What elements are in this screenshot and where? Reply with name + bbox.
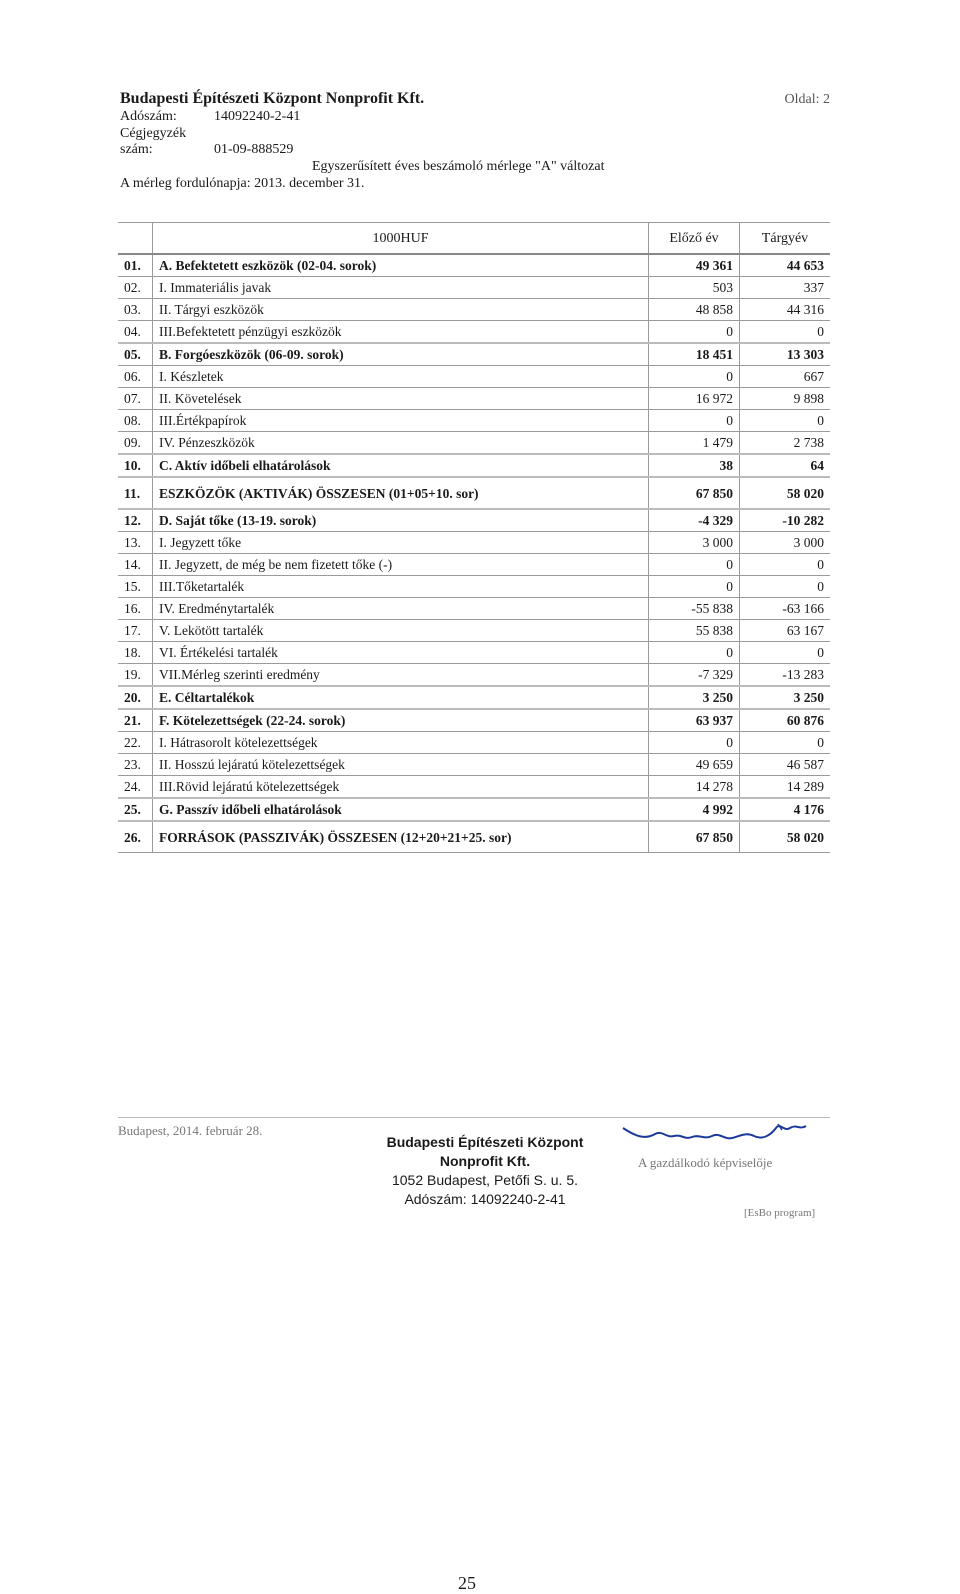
- current-year-value: 14 289: [740, 776, 831, 799]
- table-row: [118, 664, 830, 687]
- previous-year-value: 14 278: [649, 776, 740, 799]
- table-row: [118, 821, 830, 853]
- row-label: I. Készletek: [153, 366, 649, 388]
- row-label: VI. Értékelési tartalék: [153, 642, 649, 664]
- row-number: 13.: [118, 532, 153, 554]
- current-year-value: 9 898: [740, 388, 831, 410]
- table-row: [118, 343, 830, 366]
- current-year-value: 63 167: [740, 620, 831, 642]
- row-number: 17.: [118, 620, 153, 642]
- table-row: [118, 254, 830, 277]
- table-row: [118, 454, 830, 477]
- table-row: [118, 554, 830, 576]
- page-label: Oldal: 2: [784, 92, 830, 107]
- table-row: [118, 642, 830, 664]
- row-number: 19.: [118, 664, 153, 687]
- row-number: 08.: [118, 410, 153, 432]
- current-year-value: 0: [740, 321, 831, 344]
- row-number: 26.: [118, 821, 153, 853]
- row-number: 25.: [118, 798, 153, 821]
- signature-label: A gazdálkodó képviselője: [638, 1155, 773, 1170]
- table-row: [118, 686, 830, 709]
- current-year-value: 60 876: [740, 709, 831, 732]
- row-label: F. Kötelezettségek (22-24. sorok): [153, 709, 649, 732]
- row-number: 05.: [118, 343, 153, 366]
- previous-year-value: 49 659: [649, 754, 740, 776]
- table-row: [118, 620, 830, 642]
- row-label: III.Befektetett pénzügyi eszközök: [153, 321, 649, 344]
- balance-sheet-table: [118, 222, 830, 853]
- row-number: 20.: [118, 686, 153, 709]
- row-number: 04.: [118, 321, 153, 344]
- signature-scribble: [620, 1118, 830, 1158]
- row-label: II. Jegyzett, de még be nem fizetett tőke (-): [153, 554, 649, 576]
- row-label: B. Forgóeszközök (06-09. sorok): [153, 343, 649, 366]
- table-row: [118, 576, 830, 598]
- previous-year-value: 48 858: [649, 299, 740, 321]
- current-year-value: 46 587: [740, 754, 831, 776]
- table-row: [118, 509, 830, 532]
- row-label: I. Jegyzett tőke: [153, 532, 649, 554]
- row-number: 18.: [118, 642, 153, 664]
- row-number: 15.: [118, 576, 153, 598]
- header-number-cell: [118, 223, 153, 255]
- row-number: 06.: [118, 366, 153, 388]
- row-number: 10.: [118, 454, 153, 477]
- company-name: Budapesti Építészeti Központ Nonprofit Kft.: [120, 90, 425, 107]
- registration-number-value: 01-09-888529: [214, 142, 294, 157]
- stamp-line-4: Adószám: 14092240-2-41: [404, 1191, 566, 1207]
- table-row: [118, 709, 830, 732]
- row-label: III.Értékpapírok: [153, 410, 649, 432]
- current-year-value: 13 303: [740, 343, 831, 366]
- current-year-value: 337: [740, 277, 831, 299]
- row-number: 09.: [118, 432, 153, 455]
- document-title: Egyszerűsített éves beszámoló mérlege "A" változat: [312, 159, 605, 174]
- place-date: Budapest, 2014. február 28.: [118, 1123, 263, 1138]
- table-row: [118, 732, 830, 754]
- row-label: V. Lekötött tartalék: [153, 620, 649, 642]
- row-number: 11.: [118, 477, 153, 509]
- table-row: [118, 299, 830, 321]
- previous-year-value: -4 329: [649, 509, 740, 532]
- table-row: [118, 598, 830, 620]
- previous-year-value: -7 329: [649, 664, 740, 687]
- previous-year-value: 49 361: [649, 254, 740, 277]
- previous-year-value: 16 972: [649, 388, 740, 410]
- previous-year-value: 3 000: [649, 532, 740, 554]
- tax-number-label: Adószám:: [120, 109, 177, 124]
- previous-year-value: 4 992: [649, 798, 740, 821]
- row-number: 22.: [118, 732, 153, 754]
- table-row: [118, 277, 830, 299]
- stamp-line-2: Nonprofit Kft.: [439, 1153, 531, 1169]
- previous-year-value: 1 479: [649, 432, 740, 455]
- program-label: [EsBo program]: [744, 1207, 816, 1219]
- previous-year-value: 0: [649, 642, 740, 664]
- current-year-value: 0: [740, 732, 831, 754]
- previous-year-value: 67 850: [649, 821, 740, 853]
- balance-date: A mérleg fordulónapja: 2013. december 31.: [120, 176, 365, 191]
- previous-year-value: 503: [649, 277, 740, 299]
- table-row: [118, 432, 830, 455]
- previous-year-value: 38: [649, 454, 740, 477]
- previous-year-value: 0: [649, 321, 740, 344]
- row-label: I. Immateriális javak: [153, 277, 649, 299]
- table-row: [118, 754, 830, 776]
- row-number: 14.: [118, 554, 153, 576]
- previous-year-value: 0: [649, 732, 740, 754]
- previous-year-value: 0: [649, 554, 740, 576]
- registration-number-label: Cégjegyzék szám:: [120, 126, 187, 157]
- row-label: VII.Mérleg szerinti eredmény: [153, 664, 649, 687]
- row-label: IV. Pénzeszközök: [153, 432, 649, 455]
- table-row: [118, 321, 830, 344]
- row-label: II. Tárgyi eszközök: [153, 299, 649, 321]
- row-label: I. Hátrasorolt kötelezettségek: [153, 732, 649, 754]
- previous-year-value: 18 451: [649, 343, 740, 366]
- tax-number-row: [120, 109, 300, 125]
- current-year-value: 0: [740, 554, 831, 576]
- table-row: [118, 366, 830, 388]
- tax-number-value: 14092240-2-41: [214, 109, 301, 124]
- previous-year-value: 0: [649, 366, 740, 388]
- current-year-value: 0: [740, 410, 831, 432]
- row-label: II. Hosszú lejáratú kötelezettségek: [153, 754, 649, 776]
- page-number: 25: [458, 1573, 476, 1593]
- row-label: IV. Eredménytartalék: [153, 598, 649, 620]
- row-label: G. Passzív időbeli elhatárolások: [153, 798, 649, 821]
- table-row: [118, 477, 830, 509]
- row-number: 12.: [118, 509, 153, 532]
- current-year-value: 3 000: [740, 532, 831, 554]
- row-number: 01.: [118, 254, 153, 277]
- row-number: 02.: [118, 277, 153, 299]
- row-number: 07.: [118, 388, 153, 410]
- previous-year-value: 63 937: [649, 709, 740, 732]
- row-label: II. Követelések: [153, 388, 649, 410]
- current-year-value: 44 316: [740, 299, 831, 321]
- current-year-value: 0: [740, 576, 831, 598]
- row-number: 03.: [118, 299, 153, 321]
- row-label: C. Aktív időbeli elhatárolások: [153, 454, 649, 477]
- stamp-line-1: Budapesti Építészeti Központ: [386, 1134, 584, 1150]
- row-number: 24.: [118, 776, 153, 799]
- table-row: [118, 532, 830, 554]
- current-year-value: 3 250: [740, 686, 831, 709]
- table-row: [118, 776, 830, 799]
- previous-year-value: 0: [649, 576, 740, 598]
- current-year-value: 58 020: [740, 821, 831, 853]
- row-number: 23.: [118, 754, 153, 776]
- current-year-value: 44 653: [740, 254, 831, 277]
- previous-year-value: 67 850: [649, 477, 740, 509]
- table-header-row: [118, 223, 830, 255]
- current-year-value: 2 738: [740, 432, 831, 455]
- row-label: A. Befektetett eszközök (02-04. sorok): [153, 254, 649, 277]
- current-year-value: -10 282: [740, 509, 831, 532]
- table-row: [118, 388, 830, 410]
- current-year-value: 0: [740, 642, 831, 664]
- stamp-line-3: 1052 Budapest, Petőfi S. u. 5.: [391, 1172, 579, 1188]
- row-label: D. Saját tőke (13-19. sorok): [153, 509, 649, 532]
- row-label: FORRÁSOK (PASSZIVÁK) ÖSSZESEN (12+20+21+25. sor): [153, 821, 649, 853]
- company-stamp: [370, 1133, 600, 1209]
- row-label: III.Tőketartalék: [153, 576, 649, 598]
- header-unit: 1000HUF: [153, 223, 649, 255]
- current-year-value: -13 283: [740, 664, 831, 687]
- row-label: E. Céltartalékok: [153, 686, 649, 709]
- table-row: [118, 798, 830, 821]
- row-label: ESZKÖZÖK (AKTIVÁK) ÖSSZESEN (01+05+10. sor): [153, 477, 649, 509]
- current-year-value: -63 166: [740, 598, 831, 620]
- previous-year-value: 55 838: [649, 620, 740, 642]
- current-year-value: 667: [740, 366, 831, 388]
- previous-year-value: -55 838: [649, 598, 740, 620]
- table-row: [118, 410, 830, 432]
- row-number: 21.: [118, 709, 153, 732]
- current-year-value: 4 176: [740, 798, 831, 821]
- row-label: III.Rövid lejáratú kötelezettségek: [153, 776, 649, 799]
- header-previous-year: Előző év: [649, 223, 740, 255]
- row-number: 16.: [118, 598, 153, 620]
- current-year-value: 64: [740, 454, 831, 477]
- previous-year-value: 0: [649, 410, 740, 432]
- previous-year-value: 3 250: [649, 686, 740, 709]
- current-year-value: 58 020: [740, 477, 831, 509]
- header-current-year: Tárgyév: [740, 223, 831, 255]
- registration-number-row: [120, 126, 293, 158]
- table-body: [118, 254, 830, 853]
